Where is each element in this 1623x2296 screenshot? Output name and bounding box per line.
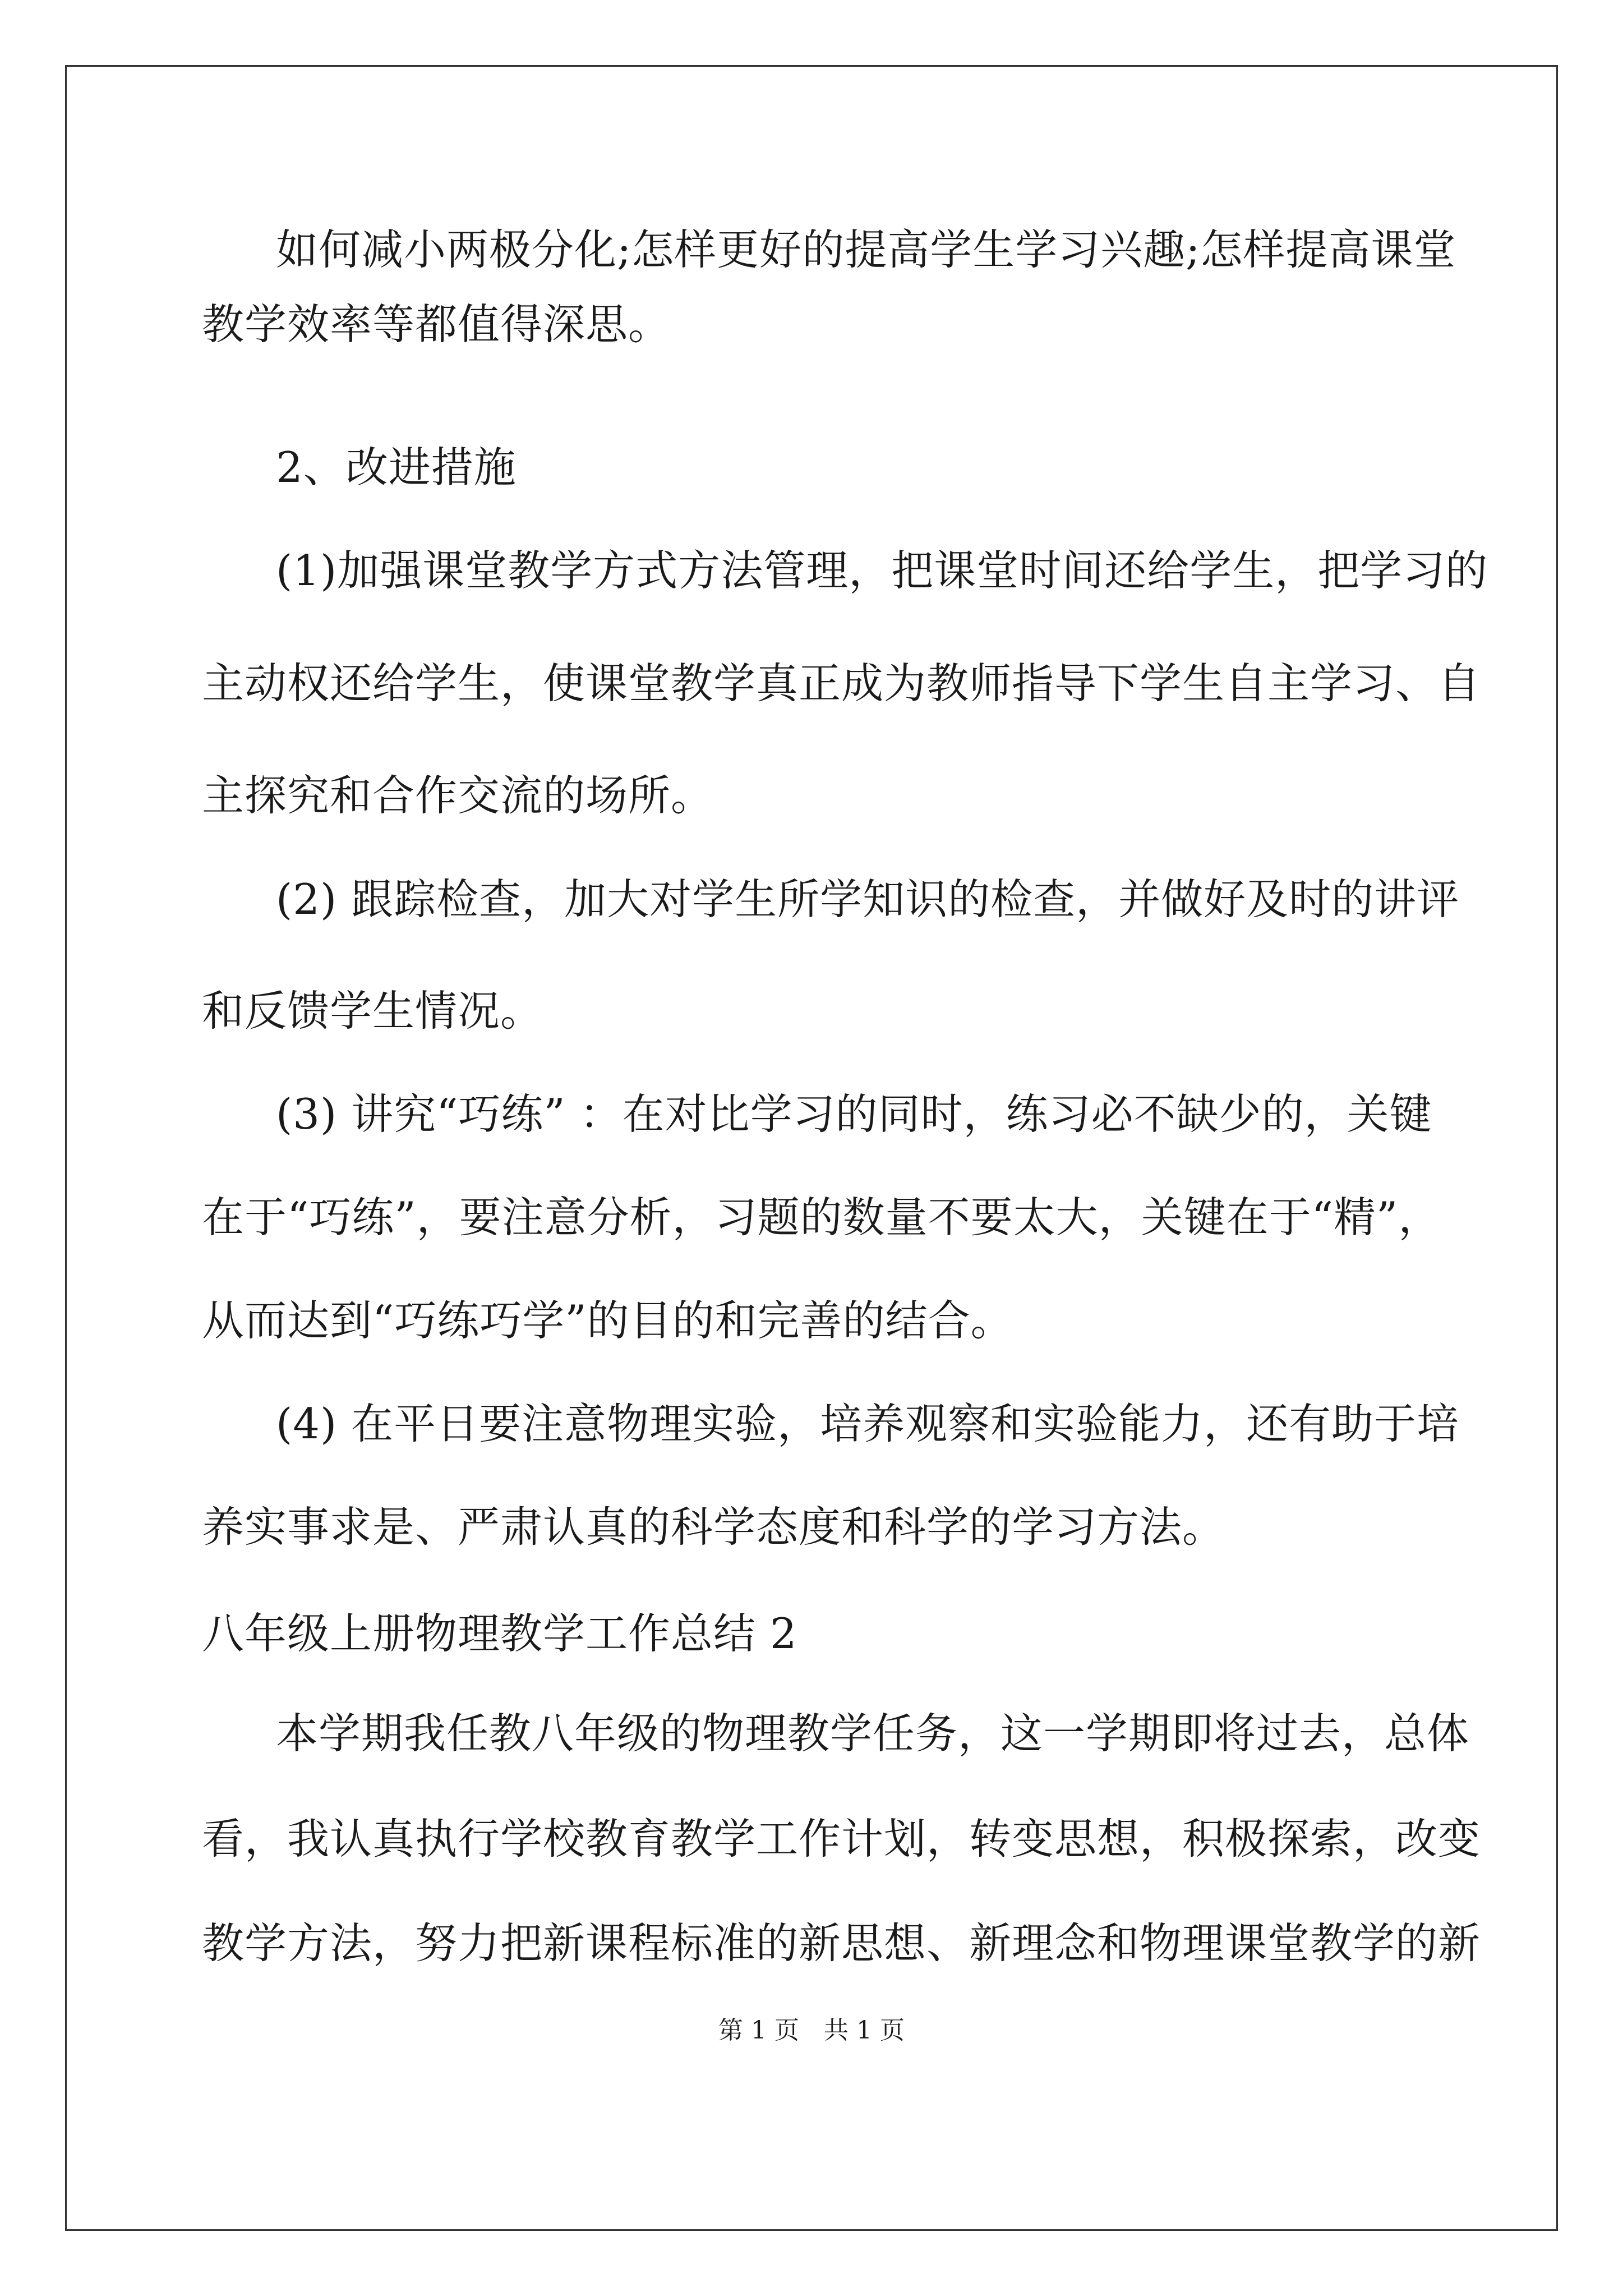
paragraph-line: (1)加强课堂教学方式方法管理，把课堂时间还给学生，把学习的 [276, 546, 1488, 595]
page-footer: 第 1 页 共 1 页 [718, 2016, 905, 2045]
paragraph-line: (4) 在平日要注意物理实验，培养观察和实验能力，还有助于培 [276, 1399, 1460, 1448]
paragraph-line: (3) 讲究“巧练” ：在对比学习的同时，练习必不缺少的，关键 [276, 1089, 1432, 1139]
paragraph-line: 养实事求是、严肃认真的科学态度和科学的学习方法。 [202, 1502, 1225, 1552]
paragraph-line: 在于“巧练”，要注意分析，习题的数量不要太大，关键在于“精”， [202, 1193, 1441, 1242]
paragraph-line: 本学期我任教八年级的物理教学任务，这一学期即将过去，总体 [276, 1709, 1470, 1758]
paragraph-line: 从而达到“巧练巧学”的目的和完善的结合。 [202, 1296, 1013, 1345]
paragraph-line: 如何减小两极分化;怎样更好的提高学生学习兴趣;怎样提高课堂 [276, 225, 1456, 274]
paragraph-line: 和反馈学生情况。 [202, 986, 543, 1036]
section-heading: 2、改进措施 [276, 443, 517, 492]
paragraph-line: 主动权还给学生，使课堂教学真正成为教师指导下学生自主学习、自 [202, 659, 1481, 708]
paragraph-line: 教学效率等都值得深思。 [202, 300, 671, 349]
paragraph-line: 看，我认真执行学校教育教学工作计划，转变思想，积极探索，改变 [202, 1814, 1481, 1864]
section-title: 八年级上册物理教学工作总结 2 [202, 1609, 797, 1658]
paragraph-line: 教学方法，努力把新课程标准的新思想、新理念和物理课堂教学的新 [202, 1918, 1481, 1968]
page-border [65, 65, 1558, 2231]
paragraph-line: (2) 跟踪检查，加大对学生所学知识的检查，并做好及时的讲评 [276, 875, 1460, 924]
paragraph-line: 主探究和合作交流的场所。 [202, 771, 714, 820]
